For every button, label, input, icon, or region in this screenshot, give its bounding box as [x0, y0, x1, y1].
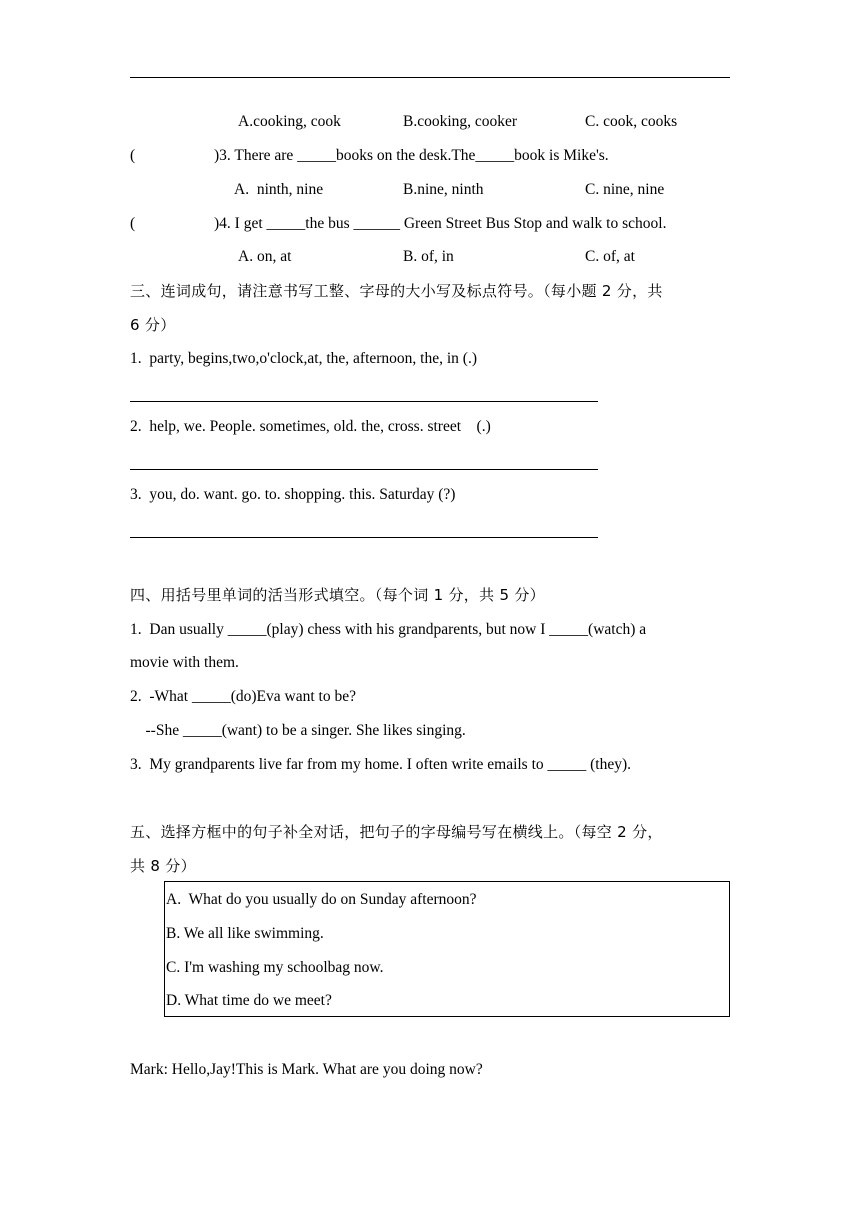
q3-option-b: B.nine, ninth: [403, 181, 484, 198]
q3-paren: (: [130, 147, 136, 164]
section4-line-4: --She _____(want) to be a singer. She likes singing.: [130, 722, 466, 739]
q4-option-c: C. of, at: [585, 248, 635, 265]
section4-line-5: 3. My grandparents live far from my home. I often write emails to _____ (they).: [130, 756, 632, 773]
section3-heading: 三、连词成句，请注意书写工整、字母的大小写及标点符号。（每小题 2 分，共: [130, 282, 663, 300]
q2-option-a: A.cooking, cook: [238, 113, 341, 130]
section3-heading-cont: 6 分）: [130, 316, 176, 334]
section4-line-2: movie with them.: [130, 654, 239, 671]
q3-option-c: C. nine, nine: [585, 181, 665, 198]
choice-d: D. What time do we meet?: [166, 992, 332, 1009]
choice-b: B. We all like swimming.: [166, 925, 324, 942]
q3-option-a: A. ninth, nine: [234, 181, 324, 198]
section3-item-3: 3. you, do. want. go. to. shopping. this. Saturday (?): [130, 486, 456, 503]
q3-question: )3. There are _____books on the desk.The_____book is Mike's.: [214, 147, 609, 164]
answer-line-3[interactable]: [130, 537, 598, 538]
answer-line-1[interactable]: [130, 401, 598, 402]
section4-line-1: 1. Dan usually _____(play) chess with his grandparents, but now I _____(watch) a: [130, 621, 647, 638]
section4-line-3: 2. -What _____(do)Eva want to be?: [130, 688, 356, 705]
q4-question: )4. I get _____the bus ______ Green Street Bus Stop and walk to school.: [214, 215, 667, 232]
q4-paren: (: [130, 215, 136, 232]
header-rule: [130, 77, 730, 78]
section5-heading-cont: 共 8 分）: [130, 857, 196, 875]
dialog-line-1: Mark: Hello,Jay!This is Mark. What are you doing now?: [130, 1061, 483, 1078]
choice-c: C. I'm washing my schoolbag now.: [166, 959, 384, 976]
choice-a: A. What do you usually do on Sunday afternoon?: [166, 891, 477, 908]
section3-item-2: 2. help, we. People. sometimes, old. the, cross. street (.): [130, 418, 491, 435]
q4-option-b: B. of, in: [403, 248, 454, 265]
section3-item-1: 1. party, begins,two,o'clock,at, the, afternoon, the, in (.): [130, 350, 477, 367]
q4-option-a: A. on, at: [238, 248, 292, 265]
section5-heading: 五、选择方框中的句子补全对话，把句子的字母编号写在横线上。（每空 2 分，: [130, 823, 663, 841]
q2-option-c: C. cook, cooks: [585, 113, 678, 130]
q2-option-b: B.cooking, cooker: [403, 113, 518, 130]
answer-line-2[interactable]: [130, 469, 598, 470]
section4-heading: 四、用括号里单词的活当形式填空。（每个词 1 分，共 5 分）: [130, 586, 545, 604]
